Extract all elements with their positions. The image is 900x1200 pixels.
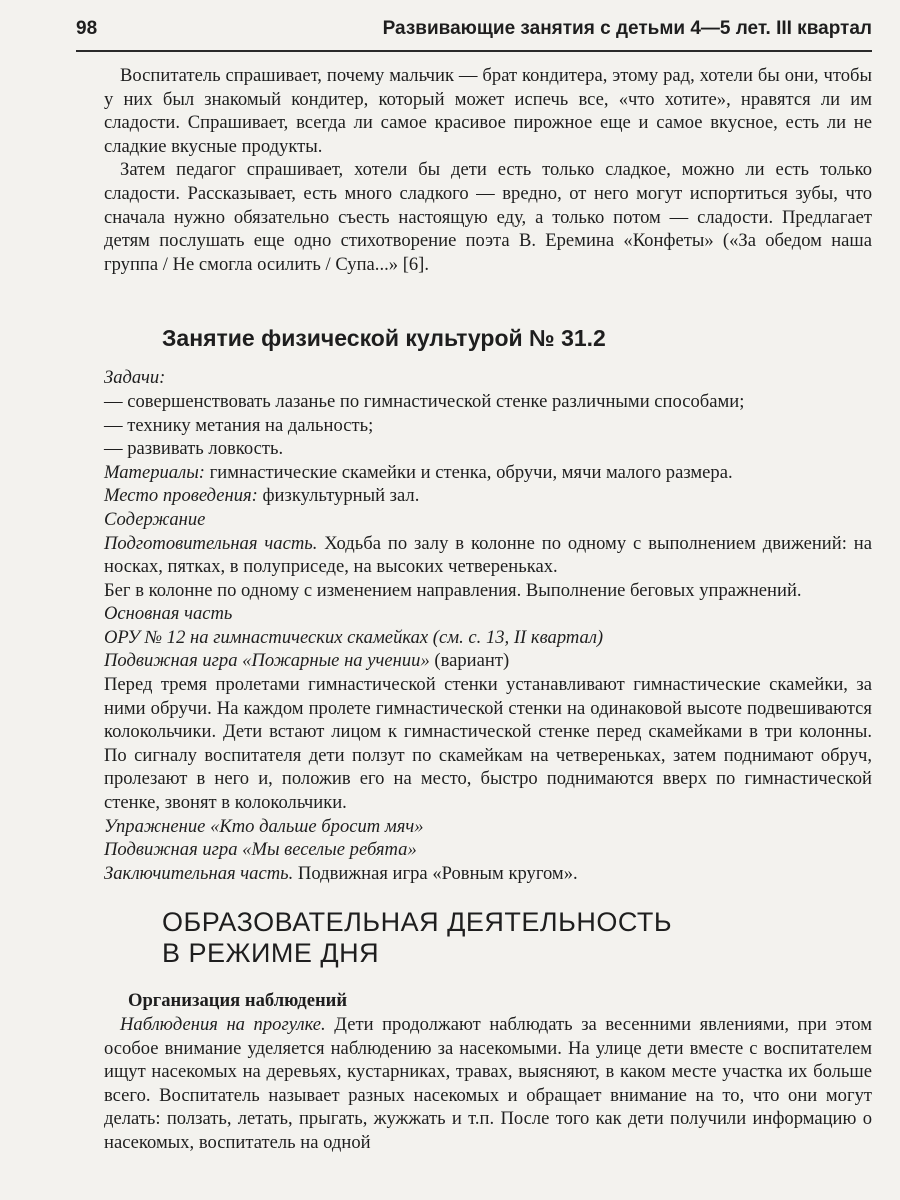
- task-item: — развивать ловкость.: [104, 438, 284, 460]
- prep-label: Подготовительная часть.: [104, 532, 318, 554]
- running-header: [76, 16, 872, 52]
- game2-line: Подвижная игра «Мы веселые ребята»: [104, 839, 417, 861]
- materials-label: Материалы:: [104, 461, 205, 483]
- section-heading: [162, 907, 872, 969]
- game1-paragraph: Перед тремя пролетами гимнастической стенки устанавливают гимнастические скамейки, за ними обручи. На каждом пролете гимнастической стенки на одинаковой высоте подвешиваются колокольчики. Дети встают лицом к гимнастической стенке перед скамейками в три колонны. По сигналу воспитателя дети ползут по скамейкам на четвереньках, затем поднимают обруч, пролезают в него и, положив его на место, быстро поднимаются вверх по гимнастической стенке, звонят в колокольчики.: [104, 674, 872, 814]
- walk-text: Дети продолжают наблюдать за весенними явлениями, при этом особое внимание уделяется наблюдению за насекомыми. На улице дети вместе с воспитателем ищут насекомых на деревьях, кустарниках, травах, выясняют, в каком месте участка их больше всего. Воспитатель называет разных насекомых и обращает внимание на то, что они могут делать: ползать, летать, прыгать, жужжать и т.п. После того как дети получили информацию о насекомых, воспитатель на одной: [104, 1014, 872, 1153]
- place-label: Место проведения:: [104, 485, 258, 507]
- place-text: физкультурный зал.: [257, 485, 420, 507]
- section-heading-line-1: ОБРАЗОВАТЕЛЬНАЯ ДЕЯТЕЛЬНОСТЬ: [162, 907, 673, 938]
- intro-paragraph-2: Затем педагог спрашивает, хотели бы дети есть только сладкое, можно ли есть только сладости. Рассказывает, есть много сладкого — вредно, от него могут испортиться зубы, что сначала нужно обязательно съесть настоящую еду, а только потом — сладости. Предлагает детям послушать еще одно стихотворение поэта В. Еремина «Конфеты» («За обедом наша группа / Не смогла осилить / Супа...» [6].: [104, 159, 872, 275]
- run-paragraph: Бег в колонне по одному с изменением направления. Выполнение беговых упражнений.: [104, 579, 802, 601]
- game1-label: Подвижная игра «Пожарные на учении»: [104, 650, 430, 672]
- final-part-line: [104, 862, 872, 886]
- walk-paragraph: [104, 1013, 872, 1155]
- materials-line: [104, 461, 872, 485]
- page-body: [104, 64, 872, 1155]
- exercise-line: Упражнение «Кто дальше бросит мяч»: [104, 815, 424, 837]
- final-part-text: Подвижная игра «Ровным кругом».: [293, 862, 578, 884]
- observations-subheading: Организация наблюдений: [128, 990, 348, 1012]
- materials-text: гимнастические скамейки и стенка, обручи, мячи малого размера.: [205, 461, 733, 483]
- oru-line: ОРУ № 12 на гимнастических скамейках (см. с. 13, II квартал): [104, 626, 604, 648]
- game1-variant: (вариант): [429, 650, 510, 672]
- lesson-title: Занятие физической культурой № 31.2: [162, 325, 606, 352]
- final-part-label: Заключительная часть.: [104, 862, 294, 884]
- content-label: Содержание: [104, 508, 206, 530]
- section-heading-line-2: В РЕЖИМЕ ДНЯ: [162, 938, 380, 969]
- game1-line: [104, 649, 872, 673]
- prep-text: Ходьба по залу в колонне по одному с выполнением движений: на носках, пятках, в полуприседе, на высоких четвереньках.: [104, 532, 872, 578]
- page-number: 98: [76, 18, 98, 39]
- task-item: — технику метания на дальность;: [104, 414, 374, 436]
- task-item: — совершенствовать лазанье по гимнастической стенке различными способами;: [104, 390, 745, 412]
- tasks-label: Задачи:: [104, 367, 166, 389]
- intro-paragraph-1: Воспитатель спрашивает, почему мальчик — брат кондитера, этому рад, хотели бы они, чтобы у них был знакомый кондитер, который может испечь все, «что хотите», нравятся ли им сладости. Спрашивает, всегда ли самое красивое пирожное еще и самое вкусное, есть ли не сладкие вкусные продукты.: [104, 65, 872, 157]
- place-line: [104, 484, 872, 508]
- main-part-label: Основная часть: [104, 603, 233, 625]
- running-title: Развивающие занятия с детьми 4—5 лет. III квартал: [382, 18, 872, 39]
- prep-paragraph: [104, 532, 872, 579]
- walk-label: Наблюдения на прогулке.: [120, 1014, 326, 1035]
